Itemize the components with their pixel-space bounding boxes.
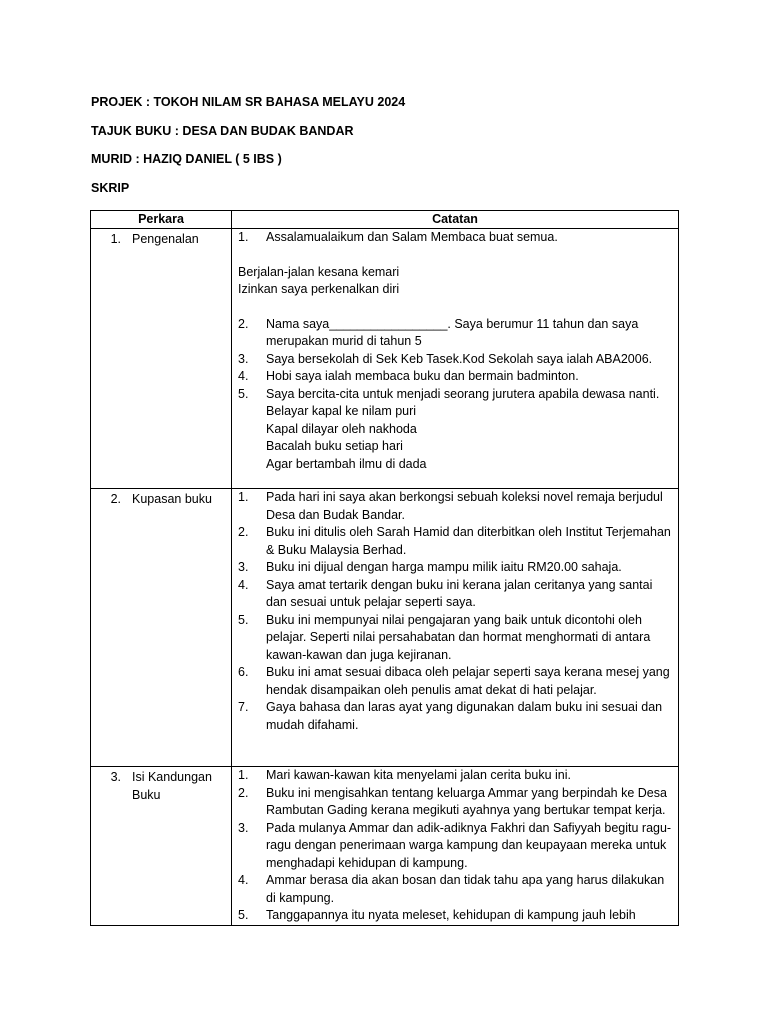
list-item-number: 5. (238, 386, 249, 401)
catatan-list (232, 767, 678, 925)
perkara-cell (91, 229, 232, 489)
perkara-cell (91, 767, 232, 926)
perkara-entry (91, 229, 231, 248)
list-item (238, 577, 672, 612)
catatan-cell (232, 229, 679, 489)
list-item (238, 664, 672, 699)
list-item-text: Assalamualaikum dan Salam Membaca buat semua. (266, 230, 558, 244)
list-item-text: Belayar kapal ke nilam puri (266, 404, 417, 418)
list-item-text: Bacalah buku setiap hari (266, 439, 403, 453)
list-item-number: 3. (238, 351, 249, 366)
column-header-perkara: Perkara (91, 211, 232, 229)
list-item (238, 559, 672, 577)
list-item-text: Nama saya_________________. Saya berumur 11 tahun dan saya merupakan murid di tahun 5 (266, 316, 639, 348)
list-item-number: 2. (238, 525, 249, 539)
catatan-cell (232, 767, 679, 926)
list-item (238, 699, 672, 734)
verse-line: Berjalan-jalan kesana kemari (238, 264, 400, 279)
list-item-text: Saya bercita-cita untuk menjadi seorang jurutera apabila dewasa nanti. (266, 386, 660, 401)
list-item-number: 7. (238, 700, 249, 714)
verse-line: Izinkan saya perkenalkan diri (238, 282, 400, 296)
list-item (238, 785, 672, 820)
list-item (238, 351, 672, 369)
table-row (91, 229, 679, 489)
list-item-text: Pada mulanya Ammar dan adik-adiknya Fakhri dan Safiyyah begitu ragu-ragu dengan penerimaan warga kampung dan keupayaan mereka untuk menghadapi kehidupan di kampung. (266, 820, 672, 870)
script-table (90, 210, 679, 926)
list-item-text: Buku ini ditulis oleh Sarah Hamid dan diterbitkan oleh Institut Terjemahan & Buku Malaysia Berhad. (266, 525, 671, 557)
list-item-number: 2. (238, 316, 249, 331)
catatan-cell (232, 489, 679, 767)
perkara-entry (91, 489, 231, 508)
list-item-text: Buku ini mengisahkan tentang keluarga Ammar yang berpindah ke Desa Rambutan Gading kerana megikuti ayahnya yang bertukar tempat kerja. (266, 785, 667, 817)
list-item (238, 368, 672, 386)
perkara-label: Isi Kandungan Buku (132, 770, 212, 802)
perkara-cell (91, 489, 232, 767)
list-item-number: 5. (238, 612, 249, 627)
list-item-number: 4. (238, 577, 249, 592)
list-item-number (238, 421, 266, 439)
list-item-text: Ammar berasa dia akan bosan dan tidak tahu apa yang harus dilakukan di kampung. (266, 873, 665, 905)
book-title: TAJUK BUKU : DESA DAN BUDAK BANDAR (91, 124, 354, 138)
list-item-number: 4. (238, 369, 249, 383)
table-header-row (91, 211, 679, 229)
list-item-text: Mari kawan-kawan kita menyelami jalan cerita buku ini. (266, 768, 571, 782)
perkara-number: 3. (110, 770, 121, 784)
blank-line (238, 247, 672, 264)
blank-line (238, 299, 672, 316)
list-item (238, 820, 672, 873)
list-item-number: 6. (238, 665, 249, 679)
list-item (238, 907, 672, 925)
list-item-number: 1. (238, 490, 249, 504)
list-item (238, 489, 672, 524)
list-item-number: 1. (238, 230, 249, 244)
list-item (238, 316, 672, 351)
perkara-number: 1. (110, 232, 121, 246)
list-item-number (238, 438, 266, 456)
perkara-label: Pengenalan (132, 232, 199, 246)
list-item-number (238, 403, 266, 421)
list-item-text: Saya amat tertarik dengan buku ini kerana jalan ceritanya yang santai dan sesuai untuk pelajar seperti saya. (266, 577, 653, 609)
project-title: PROJEK : TOKOH NILAM SR BAHASA MELAYU 2024 (91, 95, 406, 109)
list-item-text: Saya bersekolah di Sek Keb Tasek.Kod Sekolah saya ialah ABA2006. (266, 351, 653, 366)
perkara-number: 2. (110, 492, 121, 506)
list-item (238, 421, 672, 439)
catatan-list (232, 229, 678, 473)
list-item-number: 3. (238, 560, 249, 574)
list-item (238, 767, 672, 785)
student-name: MURID : HAZIQ DANIEL ( 5 IBS ) (91, 152, 282, 166)
list-item (238, 438, 672, 456)
list-item-number: 2. (238, 785, 249, 800)
list-item-text: Buku ini mempunyai nilai pengajaran yang baik untuk dicontohi oleh pelajar. Seperti nilai persahabatan dan hormat menghormati di antara kawan-kawan dan juga kejiranan. (266, 612, 651, 662)
script-heading: SKRIP (91, 181, 130, 195)
list-item (238, 456, 672, 474)
list-item-number: 4. (238, 873, 249, 887)
list-item-text: Pada hari ini saya akan berkongsi sebuah koleksi novel remaja berjudul Desa dan Budak Bandar. (266, 490, 663, 522)
list-item (238, 524, 672, 559)
list-item (238, 386, 672, 404)
perkara-label: Kupasan buku (132, 492, 212, 506)
list-item-text: Buku ini amat sesuai dibaca oleh pelajar seperti saya kerana mesej yang hendak disampaikan oleh penulis amat dekat di hati pelajar. (266, 665, 670, 697)
list-item (238, 403, 672, 421)
catatan-list (232, 489, 678, 734)
list-item-text: Tanggapannya itu nyata meleset, kehidupan di kampung jauh lebih (266, 908, 636, 922)
list-item-number: 5. (238, 908, 249, 922)
list-item-text: Buku ini dijual dengan harga mampu milik iaitu RM20.00 sahaja. (266, 560, 622, 574)
column-header-catatan: Catatan (232, 211, 679, 229)
list-item (238, 612, 672, 665)
list-item-text: Hobi saya ialah membaca buku dan bermain badminton. (266, 369, 579, 383)
list-item (238, 872, 672, 907)
perkara-entry (91, 767, 231, 804)
list-item-number: 3. (238, 820, 249, 835)
list-item-text: Agar bertambah ilmu di dada (266, 456, 427, 471)
table-row (91, 767, 679, 926)
list-item-text: Gaya bahasa dan laras ayat yang digunakan dalam buku ini sesuai dan mudah difahami. (266, 700, 663, 732)
list-item-text: Kapal dilayar oleh nakhoda (266, 421, 417, 436)
list-item-number (238, 456, 266, 474)
list-item (238, 229, 672, 247)
list-item-number: 1. (238, 768, 249, 782)
table-row (91, 489, 679, 767)
